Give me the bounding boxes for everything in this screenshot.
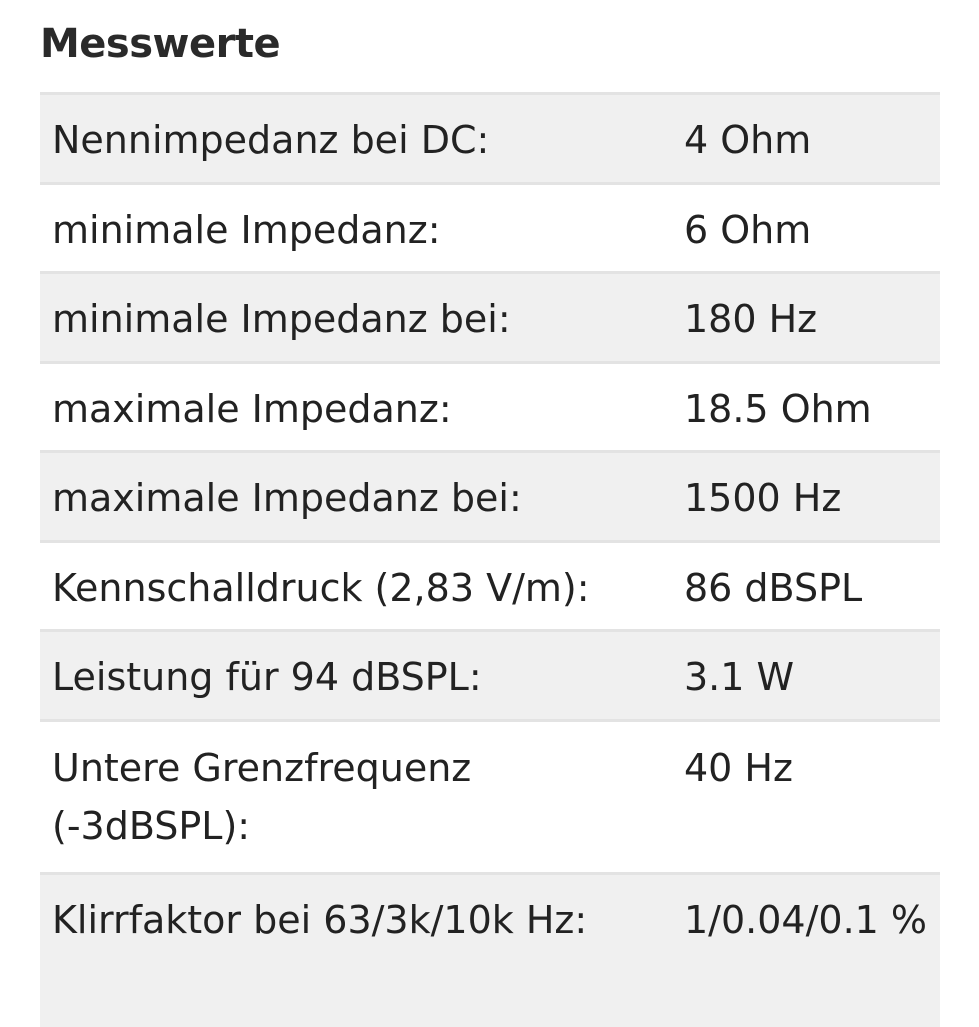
table-row <box>40 364 940 453</box>
row-value: 40 Hz <box>684 746 793 790</box>
row-value: 18.5 Ohm <box>684 387 872 431</box>
row-label: maximale Impedanz: <box>52 387 452 431</box>
row-value: 180 Hz <box>684 297 818 341</box>
row-label: Kennschalldruck (2,83 V/m): <box>52 566 590 610</box>
row-label: maximale Impedanz bei: <box>52 476 522 520</box>
row-label: minimale Impedanz bei: <box>52 297 511 341</box>
row-label: Klirrfaktor bei 63/3k/10k Hz: <box>52 898 588 942</box>
table-row <box>40 274 940 364</box>
table-row <box>40 722 940 875</box>
measurements-table <box>40 92 940 1027</box>
row-label: Leistung für 94 dBSPL: <box>52 655 482 699</box>
row-value: 1500 Hz <box>684 476 842 520</box>
row-value: 4 Ohm <box>684 118 812 162</box>
row-value: 3.1 W <box>684 655 795 699</box>
row-value: 6 Ohm <box>684 208 812 252</box>
row-label: Nennimpedanz bei DC: <box>52 118 490 162</box>
table-row <box>40 875 940 1027</box>
table-row <box>40 185 940 274</box>
row-value: 1/0.04/0.1 % <box>684 898 928 942</box>
row-value: 86 dBSPL <box>684 566 863 610</box>
table-row <box>40 95 940 185</box>
table-row <box>40 632 940 722</box>
section-title: Messwerte <box>40 21 281 67</box>
row-label: minimale Impedanz: <box>52 208 441 252</box>
table-row <box>40 543 940 632</box>
row-label: Untere Grenzfrequenz (-3dBSPL): <box>52 746 472 848</box>
table-row <box>40 453 940 543</box>
